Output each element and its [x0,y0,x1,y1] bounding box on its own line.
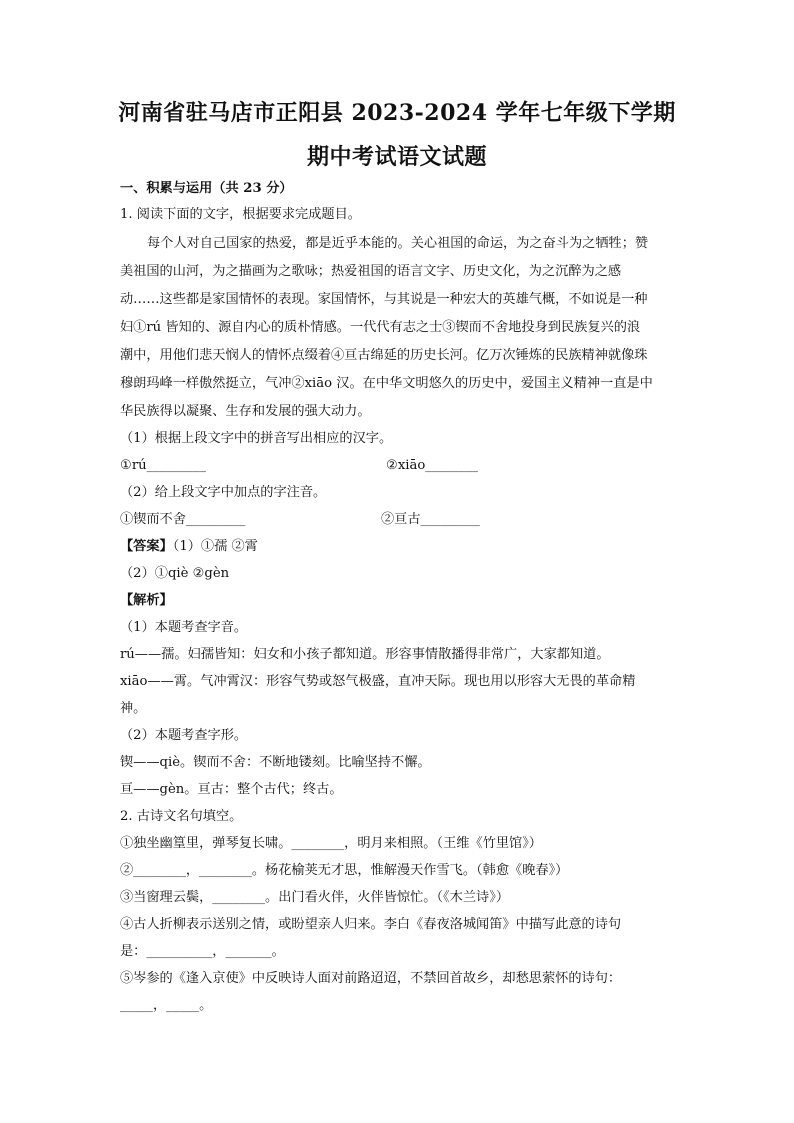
poem-fill-line: ②________，________。杨花榆荚无才思，惟解漫天作雪飞。（韩愈《晚春》） [120,863,569,878]
poem-fill-line: ⑤岑参的《逢入京使》中反映诗人面对前路迢迢，不禁回首故乡，却愁思萦怀的诗句： [120,971,622,986]
analysis-line: （1）本题考查字音。 [120,620,248,635]
poem-fill-line: ③当窗理云鬓，________。出门看火伴，火伴皆惊忙。（《木兰诗》） [120,890,510,905]
sub-question-1-blank-a: ①rú_________ [120,458,206,473]
analysis-line: rú——孺。妇孺皆知：妇女和小孩子都知道。形容事情散播得非常广，大家都知道。 [120,647,610,662]
sub-question-2-prompt: （2）给上段文字中加点的字注音。 [120,485,327,500]
passage-line: 华民族得以凝聚、生存和发展的强大动力。 [120,404,371,419]
analysis-line: 亘——gèn。亘古：整个古代；终古。 [120,782,343,797]
poem-fill-line: _____，_____。 [120,998,213,1013]
analysis-line: xiāo——霄。气冲霄汉：形容气势或怒气极盛，直冲天际。现也用以形容大无畏的革命精 [120,674,636,689]
poem-fill-line: ④古人折柳表示送别之情，或盼望亲人归来。李白《春夜洛城闻笛》中描写此意的诗句 [120,917,622,932]
passage-line: 动……这些都是家国情怀的表现。家国情怀，与其说是一种宏大的英雄气概，不如说是一种 [120,292,648,307]
analysis-line: （2）本题考查字形。 [120,728,248,743]
question-2-prompt: 2. 古诗文名句填空。 [120,809,243,824]
analysis-label: 【解析】 [120,593,173,608]
poem-fill-line: ①独坐幽篁里，弹琴复长啸。________，明月来相照。（王维《竹里馆》） [120,836,542,851]
sub-question-1-blank-b: ②xiāo________ [386,458,479,473]
analysis-line: 锲——qiè。锲而不舍：不断地镂刻。比喻坚持不懈。 [120,755,431,770]
sub-question-2-blank-b: ②亘古_________ [381,512,480,527]
question-1-prompt: 1. 阅读下面的文字，根据要求完成题目。 [120,207,361,222]
analysis-line: 神。 [120,701,147,716]
section-heading: 一、积累与运用（共 23 分） [120,181,293,196]
sub-question-2-blank-a: ①锲而不舍_________ [120,512,246,527]
document-title-line1: 河南省驻马店市正阳县 2023-2024 学年七年级下学期 [118,100,676,126]
passage-line: 美祖国的山河，为之描画为之歌咏；热爱祖国的语言文字、历史文化，为之沉醉为之感 [120,264,622,279]
answer-row-1 [120,538,680,556]
answer-row-2: （2）①qiè ②gèn [120,566,230,581]
passage-line: 穆朗玛峰一样傲然挺立，气冲②xiāo 汉。在中华文明悠久的历史中，爱国主义精神一直是中 [120,376,653,391]
document-title-line2: 期中考试语文试题 [306,144,487,170]
answer-label: 【答案】 [120,539,173,554]
passage-line: 潮中，用他们悲天悯人的情怀点缀着④亘古绵延的历史长河。亿万次锤炼的民族精神就像珠 [120,348,648,363]
passage-line: 妇①rú 皆知的、源自内心的质朴情感。一代代有志之士③锲而不舍地投身到民族复兴的浪 [120,320,641,335]
poem-fill-line: 是：__________，_______。 [120,944,285,959]
passage-line: 每个人对自己国家的热爱，都是近乎本能的。关心祖国的命运，为之奋斗为之牺牲；赞 [147,236,649,251]
answer-text: （1）①孺 ②霄 [172,539,258,554]
sub-question-1-prompt: （1）根据上段文字中的拼音写出相应的汉字。 [120,431,393,446]
